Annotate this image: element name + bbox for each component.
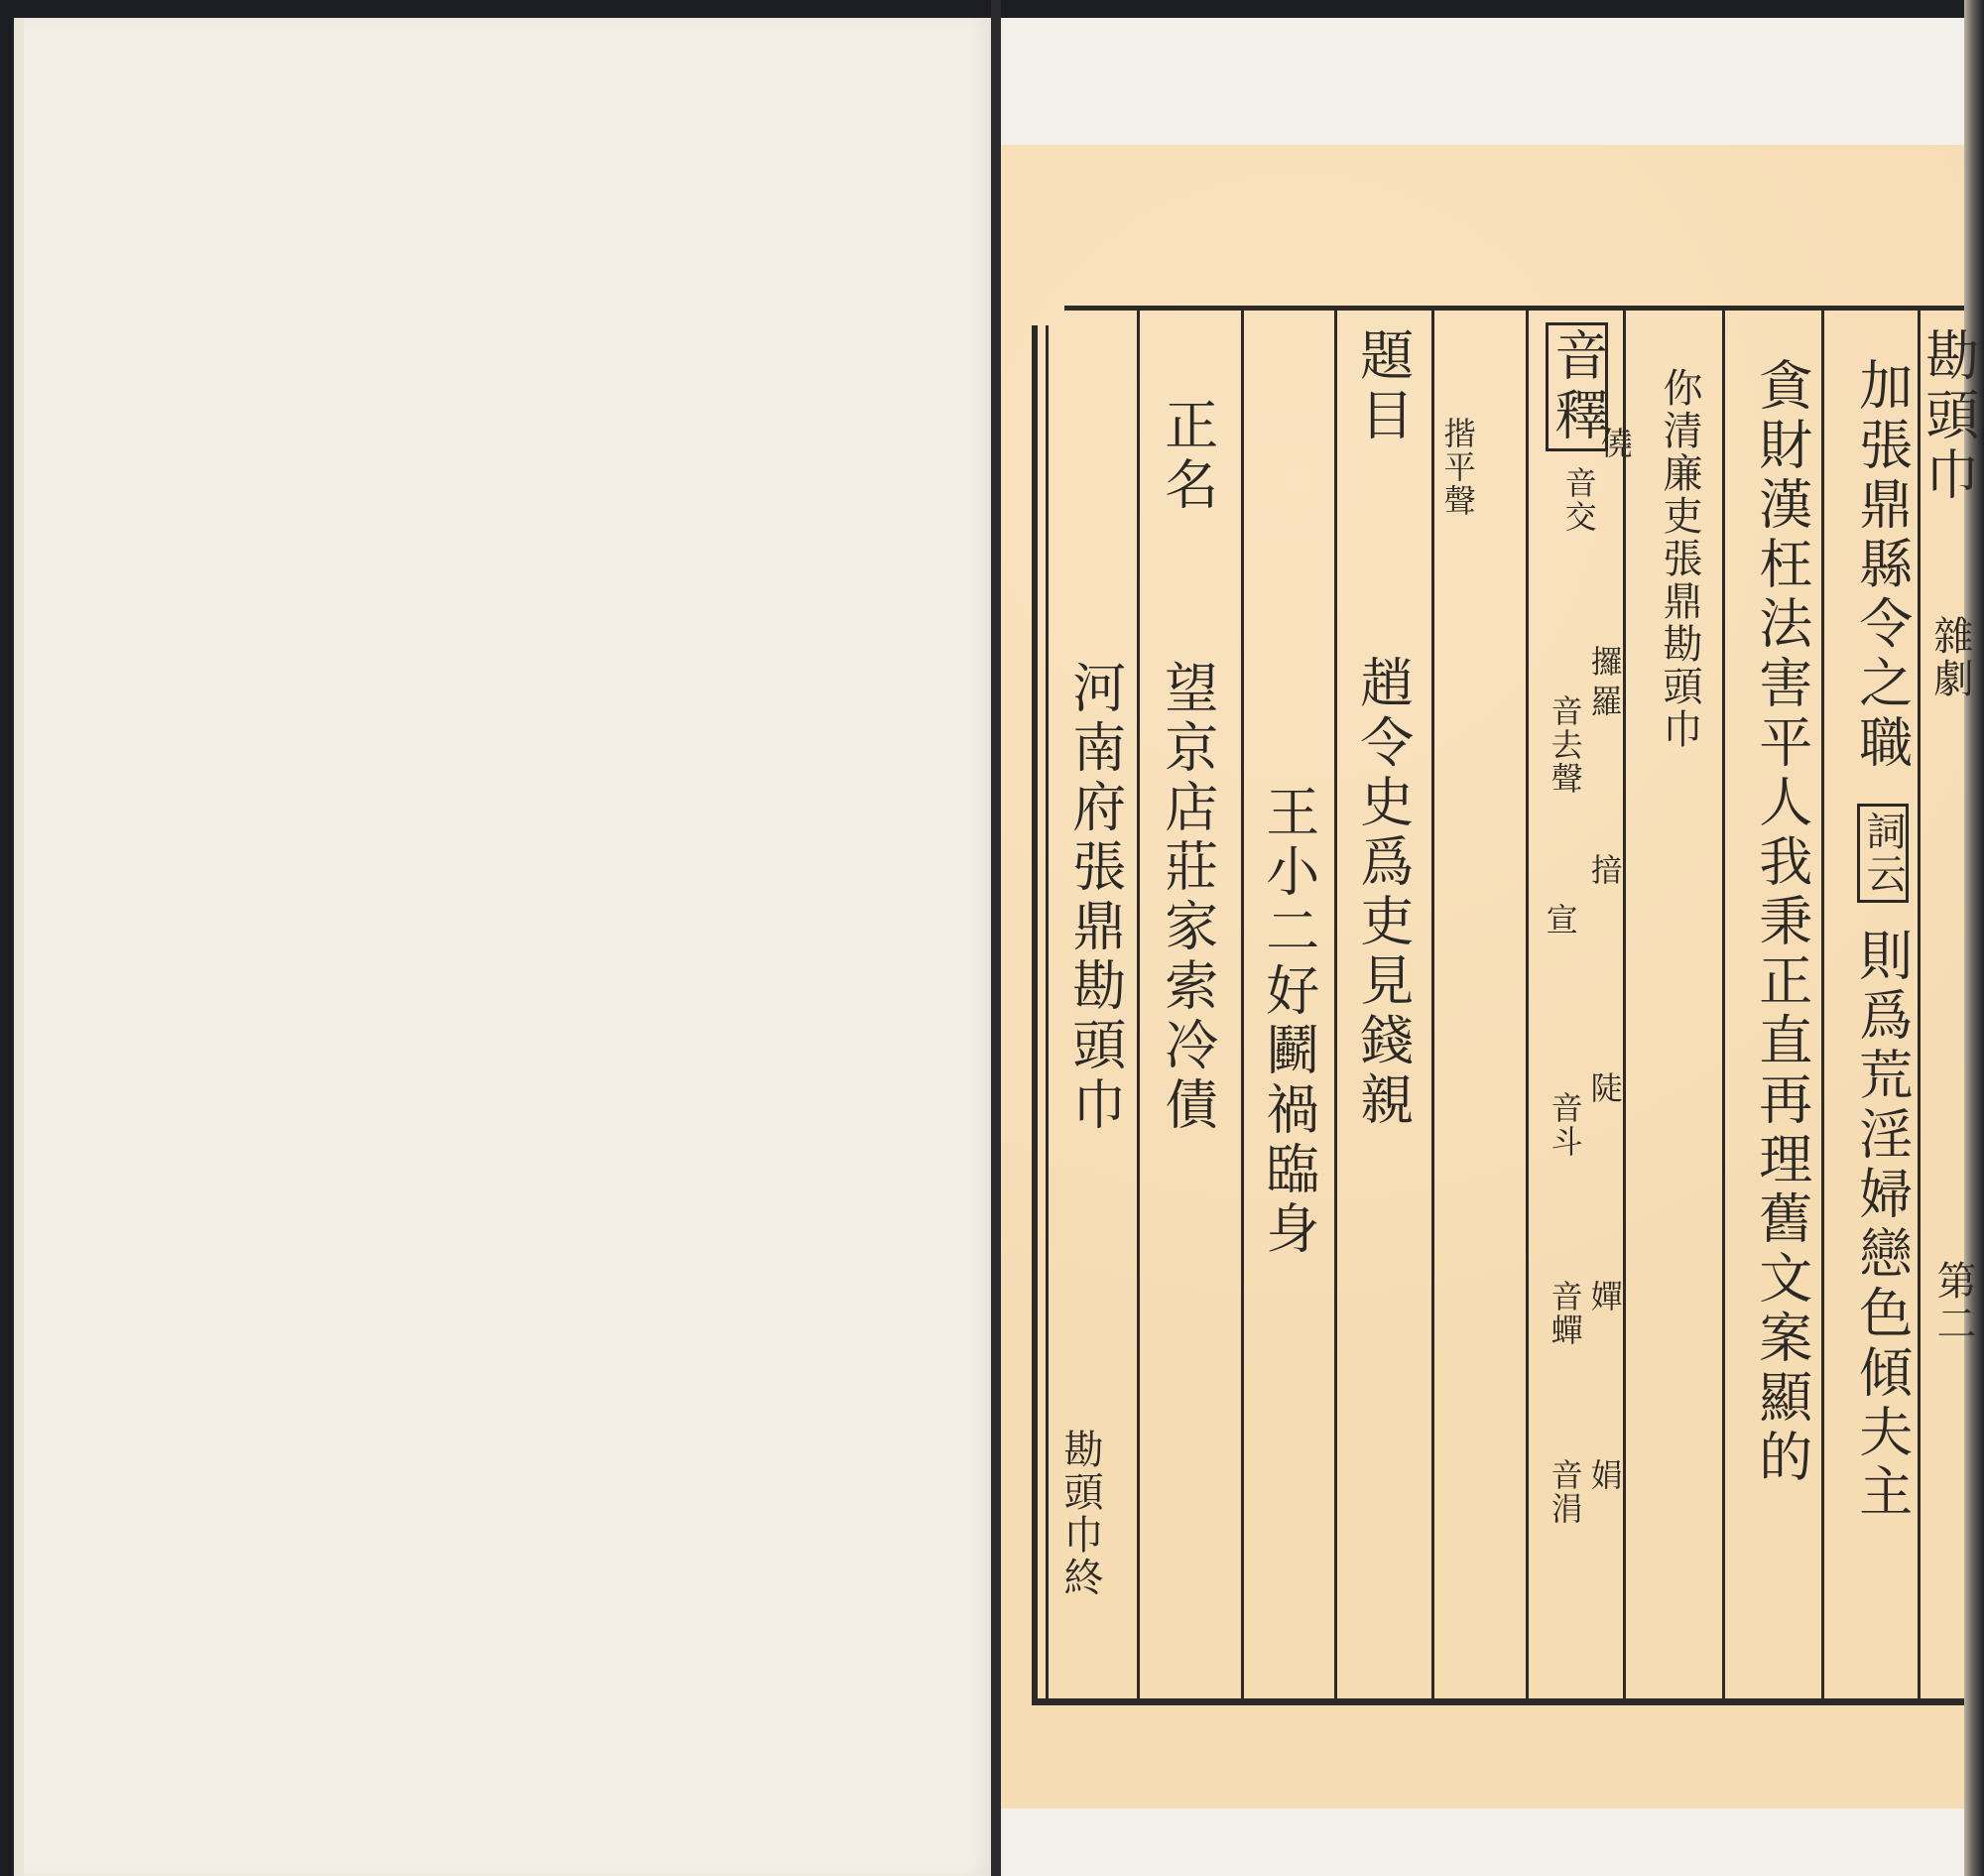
entry-4-note: 音斗: [1546, 1091, 1584, 1159]
line-2-text: 貪財漢枉法害平人我秉正直再理舊文案顯的: [1750, 357, 1813, 1488]
zhengming-line-2-text: 河南府張鼎勘頭巾: [1063, 660, 1127, 1136]
entry-1-note: 音交: [1559, 466, 1598, 534]
book-title-fragment: [1917, 327, 1980, 506]
ci-yun-text: 詞云: [1860, 811, 1906, 896]
text-line-2: [1750, 357, 1813, 1488]
entry-1-char: 僥: [1595, 427, 1634, 460]
zhengming-label-text: 正名: [1156, 397, 1219, 516]
yinshi-entry-7: [1438, 417, 1477, 518]
entry-2-char: 攞: [1585, 645, 1624, 679]
yinshi-entry-4-note: [1546, 1091, 1584, 1159]
title-fragment-text: 勘頭巾: [1917, 327, 1980, 506]
entry-3-char: 揞: [1585, 853, 1624, 887]
yinshi-entry-6-note: [1546, 1458, 1584, 1526]
entry-3-note: 音去聲: [1546, 694, 1584, 796]
zhengming-label: [1156, 397, 1219, 516]
yinshi-entry-2-char: [1585, 645, 1624, 679]
colophon-text: 勘頭巾終: [1057, 1429, 1103, 1599]
page-number-text: 第二: [1930, 1260, 1976, 1345]
colophon: [1059, 1429, 1101, 1599]
timu-line-1-text: 趙令史爲吏見錢親: [1351, 655, 1415, 1131]
zhengming-line-1: [1156, 660, 1219, 1136]
yinshi-entry-4-char: [1585, 1071, 1624, 1105]
entry-7-text: 揩平聲: [1438, 417, 1477, 518]
yinshi-entry-5-note: [1546, 1280, 1584, 1347]
yinshi-entry-8: [1541, 903, 1579, 937]
line-1-part-b: 則爲荒淫婦戀色傾夫主: [1850, 928, 1914, 1523]
yinshi-entry-5-char: [1585, 1280, 1624, 1313]
line-1-part-a: 加張鼎縣令之職: [1850, 357, 1914, 774]
page-number-fragment: [1932, 1260, 1974, 1345]
zhengming-line-2: [1063, 660, 1127, 1136]
yinshi-entry-3-char: [1585, 853, 1624, 887]
text-line-3: [1659, 367, 1700, 751]
timu-line-2-text: 王小二好鬬禍臨身: [1257, 784, 1320, 1260]
entry-6-char: 娟: [1585, 1458, 1624, 1492]
ci-yun-marker: [1857, 804, 1909, 903]
yinshi-entry-1-note: [1559, 466, 1598, 534]
yinshi-entry-3-note: [1546, 694, 1584, 796]
text-line-1: [1850, 357, 1914, 774]
timu-label-text: 題目: [1351, 327, 1415, 446]
line-3-text: 你清廉吏張鼎勘頭巾: [1657, 367, 1702, 751]
text-line-1-continued: [1850, 928, 1914, 1523]
yinshi-entry-6-char: [1585, 1458, 1624, 1492]
entry-6-note: 音涓: [1546, 1458, 1584, 1526]
entry-2-note: 羅: [1585, 685, 1624, 718]
entry-5-note: 音蟬: [1546, 1280, 1584, 1347]
zhengming-line-1-text: 望京店莊家索冷債: [1156, 660, 1219, 1136]
category-fragment: [1929, 615, 1971, 700]
entry-5-char: 嬋: [1585, 1280, 1624, 1313]
timu-label: [1351, 327, 1415, 446]
category-text: 雜劇: [1927, 615, 1973, 700]
timu-line-2: [1257, 784, 1320, 1260]
yinshi-label-text: 音釋: [1546, 327, 1609, 446]
timu-line-1: [1351, 655, 1415, 1131]
entry-8-text: 宣: [1541, 903, 1579, 937]
yinshi-entry-1-char: [1595, 427, 1634, 460]
yinshi-entry-2-note: [1585, 685, 1624, 718]
entry-4-char: 陡: [1585, 1071, 1624, 1105]
